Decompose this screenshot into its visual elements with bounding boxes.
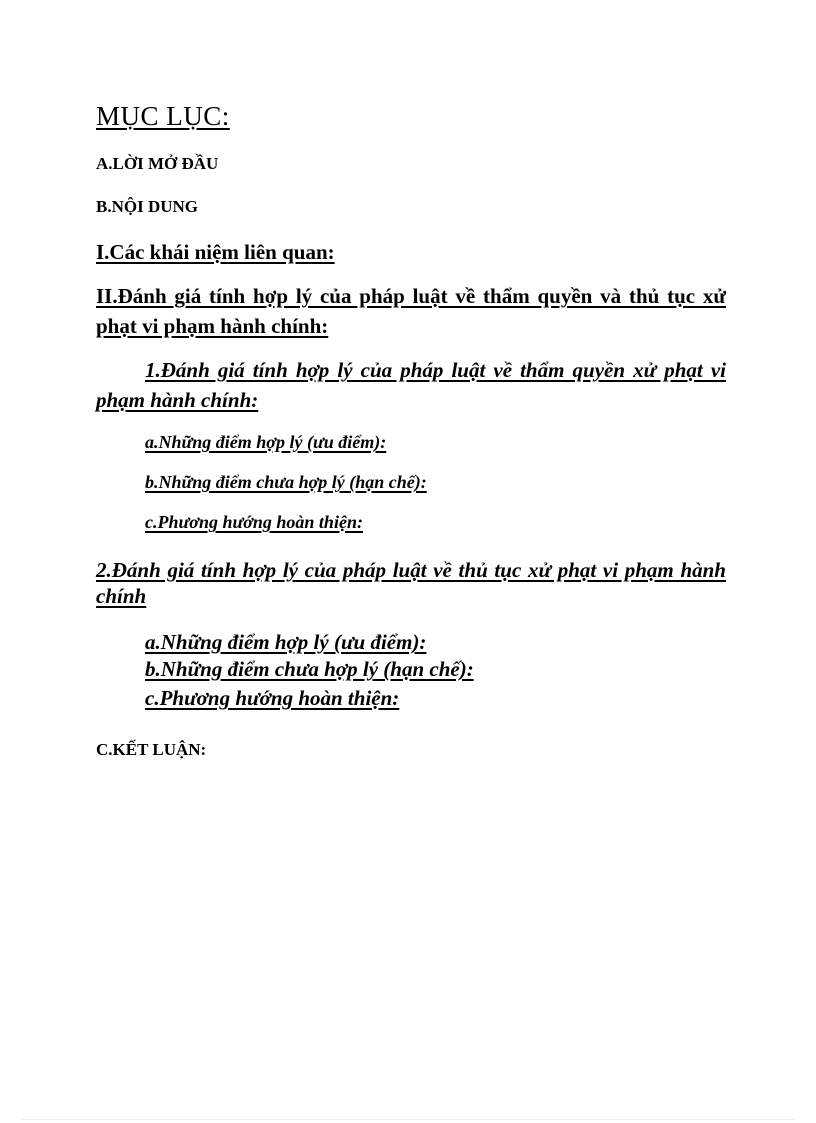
toc-item-conclusion: C.KẾT LUẬN: (96, 740, 207, 759)
toc-item-sub-1-a: a.Những điểm hợp lý (ưu điểm): (145, 432, 387, 452)
toc-item-section-2-line-2: phạt vi phạm hành chính: (96, 314, 329, 338)
toc-item-section-1: I.Các khái niệm liên quan: (96, 240, 335, 264)
toc-item-sub-1-line-2: phạm hành chính: (96, 388, 259, 412)
toc-item-intro: A.LỜI MỞ ĐẦU (96, 154, 219, 173)
toc-item-sub-2-line-2: chính (96, 584, 147, 608)
toc-item-section-2-line-1: II.Đánh giá tính hợp lý của pháp luật về thẩm quyền và thủ tục xử (96, 284, 726, 308)
toc-item-sub-2-line-1: 2.Đánh giá tính hợp lý của pháp luật về thủ tục xử phạt vi phạm hành (96, 558, 726, 582)
toc-item-sub-1-b: b.Những điểm chưa hợp lý (hạn chế): (145, 472, 427, 492)
toc-item-sub-1-line-1: 1.Đánh giá tính hợp lý của pháp luật về thẩm quyền xử phạt vi (145, 358, 726, 382)
toc-title: MỤC LỤC: (96, 101, 230, 131)
toc-item-sub-2-b: b.Những điểm chưa hợp lý (hạn chế): (145, 657, 474, 681)
toc-item-sub-2-a: a.Những điểm hợp lý (ưu điểm): (145, 630, 427, 654)
toc-item-content: B.NỘI DUNG (96, 197, 199, 216)
toc-item-sub-1-c: c.Phương hướng hoàn thiện: (145, 512, 363, 532)
page-bottom-divider (22, 1119, 794, 1120)
toc-item-sub-2-c: c.Phương hướng hoàn thiện: (145, 686, 400, 710)
